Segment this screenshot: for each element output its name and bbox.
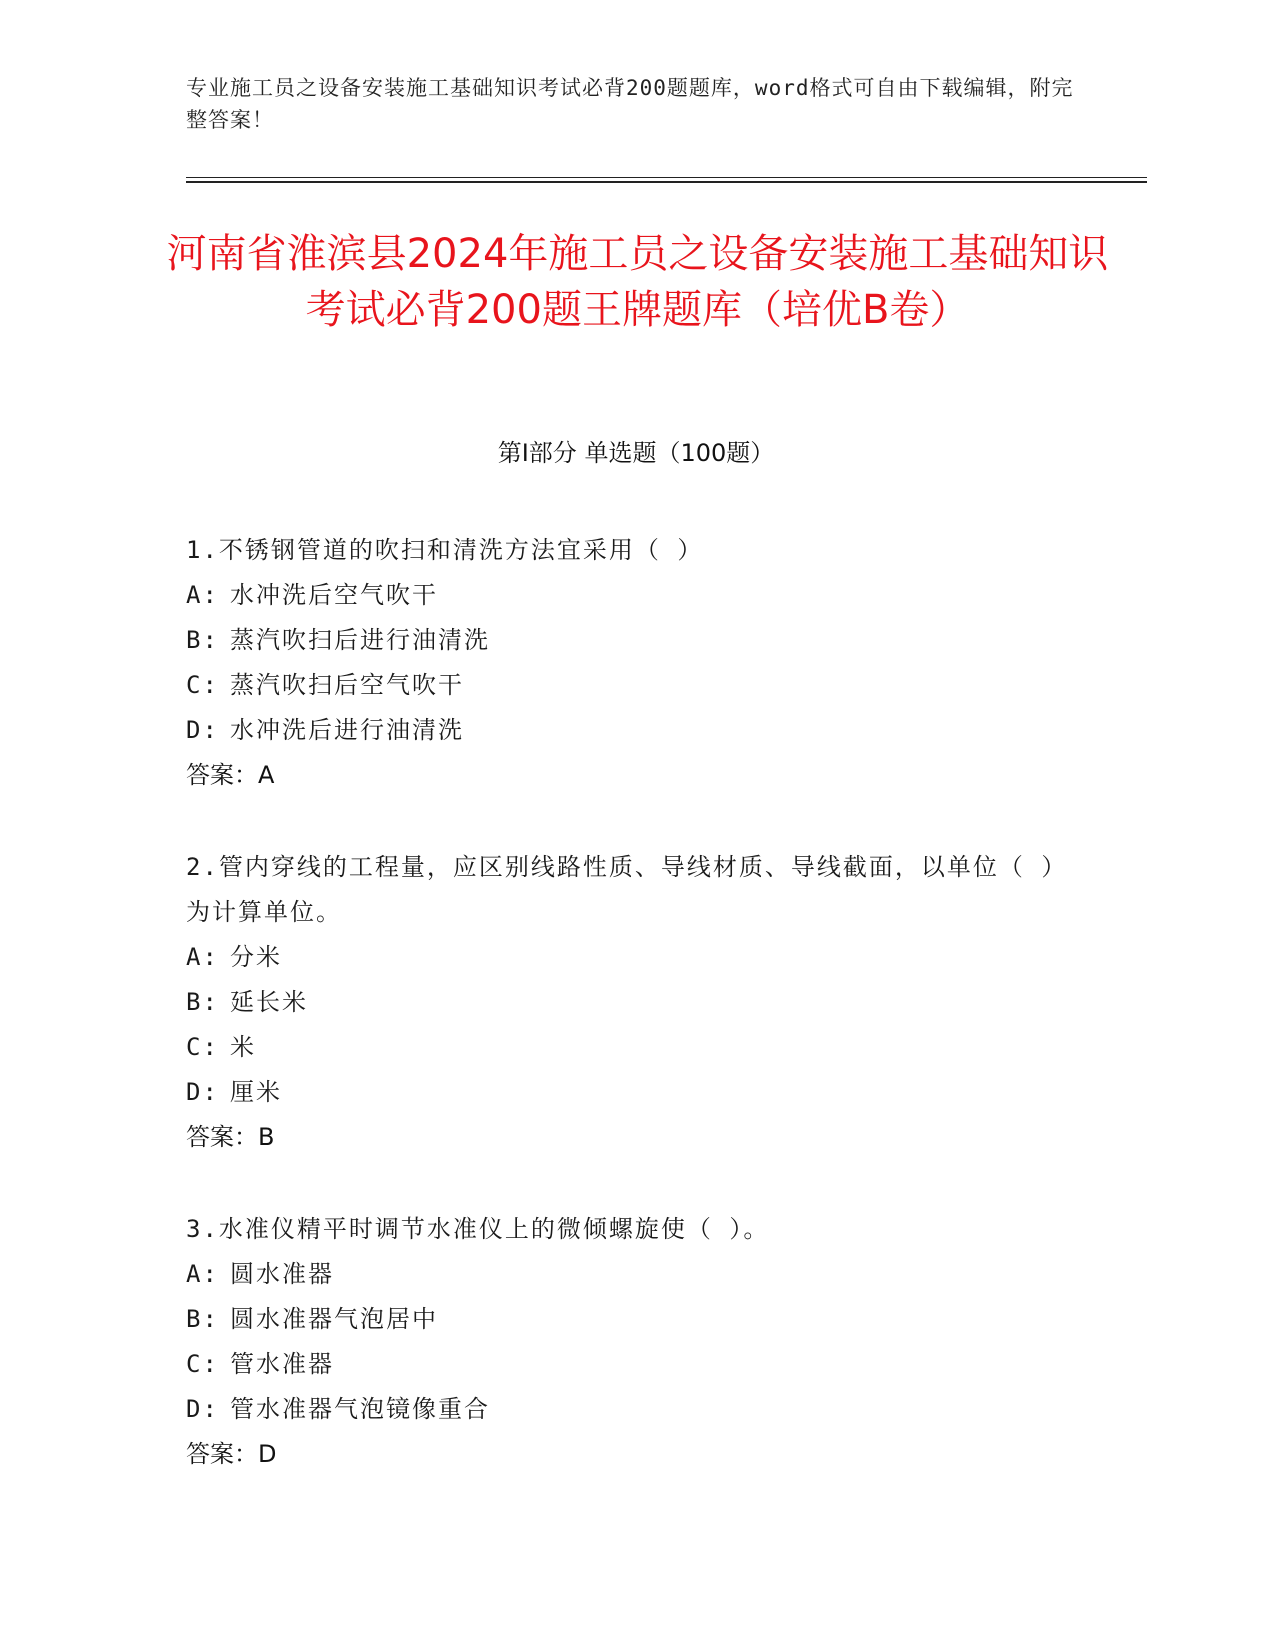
option-letter: A:	[186, 581, 219, 609]
header-note: 专业施工员之设备安装施工基础知识考试必背200题题库，word格式可自由下载编辑，附完整答案！	[186, 76, 1074, 132]
option-d	[186, 708, 1086, 753]
option-text: 延长米	[230, 988, 308, 1016]
option-text: 蒸汽吹扫后空气吹干	[230, 671, 464, 699]
header-divider-thick	[186, 181, 1147, 183]
header-divider-thin	[186, 177, 1147, 178]
option-letter: D:	[186, 1078, 219, 1106]
option-letter: C:	[186, 1350, 219, 1378]
answer-label: 答案：A	[186, 761, 275, 789]
option-text: 米	[230, 1033, 256, 1061]
option-a	[186, 935, 1086, 980]
option-text: 水冲洗后空气吹干	[230, 581, 438, 609]
option-text: 管水准器	[230, 1350, 334, 1378]
option-text: 圆水准器	[230, 1260, 334, 1288]
option-text: 管水准器气泡镜像重合	[230, 1395, 490, 1423]
question-1	[186, 528, 1086, 798]
option-letter: D:	[186, 716, 219, 744]
option-letter: A:	[186, 943, 219, 971]
option-text: 蒸汽吹扫后进行油清洗	[230, 626, 490, 654]
option-b	[186, 980, 1086, 1025]
option-a	[186, 573, 1086, 618]
option-text: 分米	[230, 943, 282, 971]
option-a	[186, 1252, 1086, 1297]
option-letter: A:	[186, 1260, 219, 1288]
option-b	[186, 1297, 1086, 1342]
option-letter: B:	[186, 1305, 219, 1333]
option-letter: B:	[186, 988, 219, 1016]
question-3	[186, 1207, 1086, 1477]
question-stem: 3.水准仪精平时调节水准仪上的微倾螺旋使（ ）。	[186, 1215, 770, 1243]
answer-label: 答案：D	[186, 1440, 277, 1468]
option-letter: B:	[186, 626, 219, 654]
option-letter: C:	[186, 1033, 219, 1061]
option-c	[186, 1025, 1086, 1070]
question-stem: 2.管内穿线的工程量，应区别线路性质、导线材质、导线截面，以单位（ ）为计算单位。	[186, 853, 1068, 926]
option-letter: C:	[186, 671, 219, 699]
answer-label: 答案：B	[186, 1123, 275, 1151]
option-d	[186, 1070, 1086, 1115]
document-title: 河南省淮滨县2024年施工员之设备安装施工基础知识考试必背200题王牌题库（培优B卷）	[166, 231, 1109, 333]
option-text: 水冲洗后进行油清洗	[230, 716, 464, 744]
question-list	[186, 528, 1086, 1524]
question-2	[186, 845, 1086, 1160]
option-text: 厘米	[230, 1078, 282, 1106]
section-heading: 第I部分 单选题（100题）	[497, 439, 775, 467]
option-d	[186, 1387, 1086, 1432]
option-c	[186, 663, 1086, 708]
option-letter: D:	[186, 1395, 219, 1423]
option-c	[186, 1342, 1086, 1387]
option-b	[186, 618, 1086, 663]
question-stem: 1.不锈钢管道的吹扫和清洗方法宜采用（ ）	[186, 536, 704, 564]
option-text: 圆水准器气泡居中	[230, 1305, 438, 1333]
